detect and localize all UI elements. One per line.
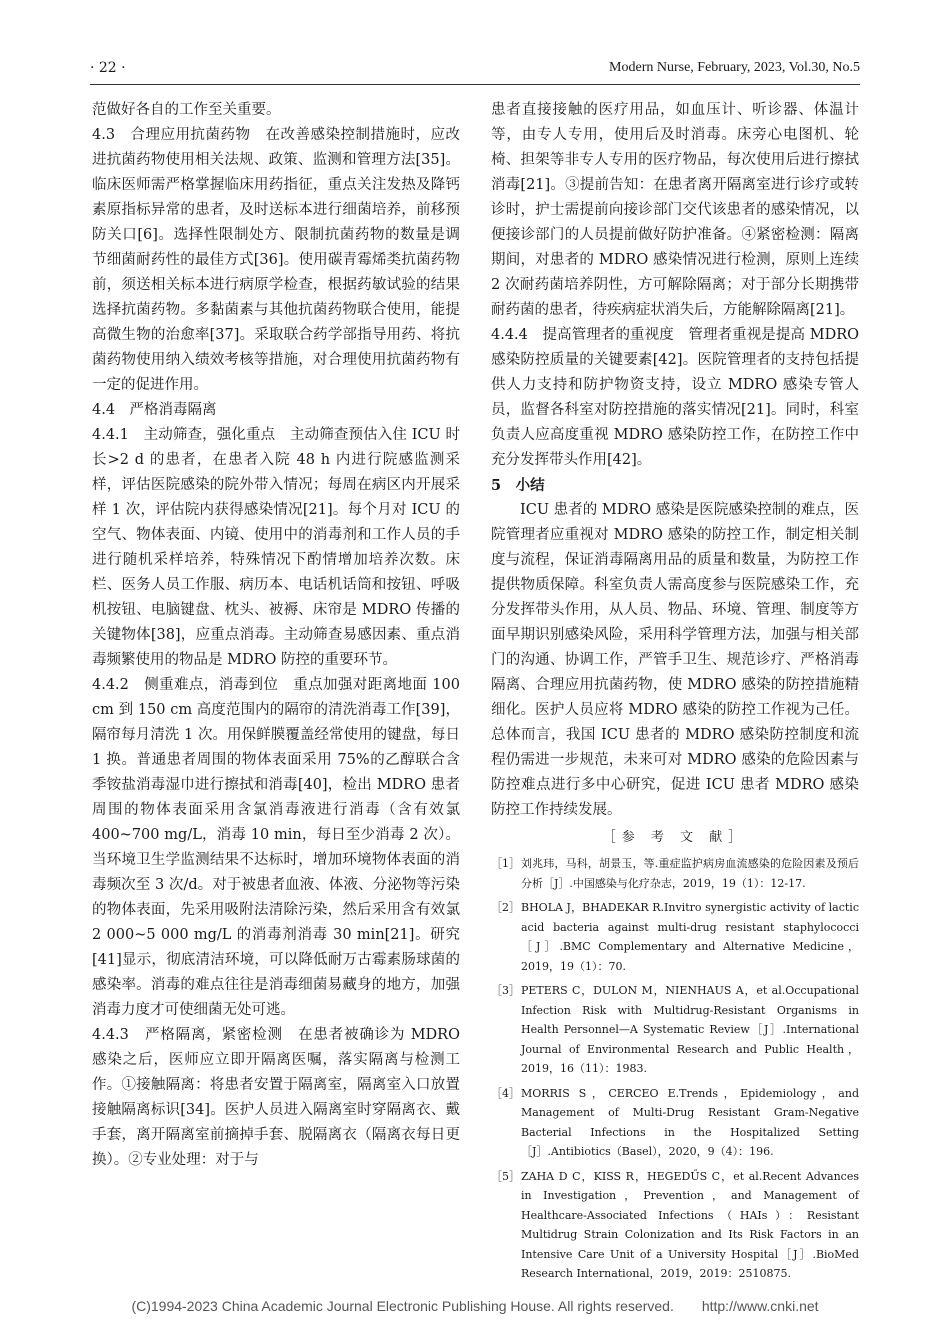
paragraph-continued: 范做好各自的工作至关重要。 [92, 102, 281, 118]
reference-item [491, 1084, 859, 1162]
copyright-footer: (C)1994-2023 China Academic Journal Electronic Publishing House. All rights reserved. http://www.cnki.net [131, 1298, 819, 1314]
heading-4-4-1: 4.4.1 主动筛查，强化重点 [92, 427, 276, 443]
reference-number: ［2］ [491, 901, 520, 914]
right-column [491, 98, 859, 1289]
reference-item [491, 898, 859, 976]
reference-text: MORRIS S，CERCEO E.Trends，Epidemiology，and Management of Multi-Drug Resistant Gram-Negative Bacterial Infections in the Hospitalized Setting［J］.Antibiotics（Basel），2020，9（4）：196. [521, 1086, 859, 1158]
heading-5: 5 小结 [491, 477, 545, 494]
body-4-3: 在改善感染控制措施时，应改进抗菌药物使用相关法规、政策、监测和管理方法[35]。临床医师需严格掌握临床用药指征，重点关注发热及降钙素原指标异常的患者，及时送标本进行细菌培养，前移预防关口[6]。选择性限制处方、限制抗菌药物的数量是调节细菌耐药性的最佳方式[36]。使用碳青霉烯类抗菌药物前，须送相关标本进行病原学检查，根据药敏试验的结果选择抗菌药物。多黏菌素与其他抗菌药物联合使用，能提高微生物的治愈率[37]。采取联合药学部指导用药、将抗菌药物使用纳入绩效考核等措施，对合理使用抗菌药物有一定的促进作用。 [92, 127, 461, 393]
reference-number: ［3］ [491, 984, 520, 997]
heading-4-4-2: 4.4.2 侧重难点，消毒到位 [92, 677, 279, 693]
section-4-4-1 [92, 423, 460, 673]
references-title: ［参 考 文 献］ [602, 830, 748, 845]
reference-number: ［5］ [491, 1169, 520, 1183]
heading-4-4-4: 4.4.4 提高管理者的重视度 [491, 327, 674, 343]
reference-text: ZAHA D C，KISS R，HEGEDŰS C，et al.Recent Advances in Investigation，Prevention，and Management of Healthcare-Associated Infections（HAIs）：Resistant Multidrug Strain Colonization and Its Risk Factors in an Intensive Care Unit of a University Hospital［J］.BioMed Research International，2019，2019：2510875. [521, 1169, 859, 1280]
page-number: · 22 · [90, 60, 126, 76]
body-4-4-2: 重点加强对距离地面 100 cm 到 150 cm 高度范围内的隔帘的清洗消毒工作[39]，隔帘每月清洗 1 次。用保鲜膜覆盖经常使用的键盘，每日 1 换。普通患者周围的物体表面采用 75%的乙醇联合含季铵盐消毒湿巾进行擦拭和消毒[40]，检出 MDRO 患者周围的物体表面采用含氯消毒液进行消毒（含有效氯 400~700 mg/L，消毒 10 min，每日至少消毒 2 次）。当环境卫生学监测结果不达标时，增加环境物体表面的消毒频次至 3 次/d。对于被患者血液、体液、分泌物等污染的物体表面，先采用吸附法清除污染，然后采用含有效氯 2 000~5 000 mg/L 的消毒剂消毒 30 min[21]。研究[41]显示，彻底清洁环境，可以降低耐万古霉素肠球菌的感染率。消毒的难点往往是消毒细菌易藏身的地方，加强消毒力度才可使细菌无处可逃。 [92, 677, 460, 1018]
header-rule [90, 84, 860, 85]
reference-item [491, 981, 859, 1079]
body-5: ICU 患者的 MDRO 感染是医院感染控制的难点，医院管理者应重视对 MDRO 感染的防控工作，制定相关制度与流程，保证消毒隔离用品的质量和数量，为防控工作提供物质保障。科室负责人需高度参与医院感染工作，充分发挥带头作用，从人员、物品、环境、管理、制度等方面早期识别感染风险，采用科学管理方法，加强与相关部门的沟通、协调工作，严管手卫生、规范诊疗、严格消毒隔离、合理应用抗菌药物，使 MDRO 感染的防控措施精细化。医护人员应将 MDRO 感染的防控工作视为己任。总体而言，我国 ICU 患者的 MDRO 感染防控制度和流程仍需进一步规范，未来可对 MDRO 感染的危险因素与防控难点进行多中心研究，促进 ICU 患者 MDRO 感染防控工作持续发展。 [491, 502, 859, 818]
reference-text: PETERS C，DULON M，NIENHAUS A，et al.Occupational Infection Risk with Multidrug-Resistant Organisms in Health Personnel—A Systematic Review［J］.International Journal of Environmental Research and Public Health，2019，16（11）：1983. [521, 984, 859, 1075]
heading-4-4-3: 4.4.3 严格隔离，紧密检测 [92, 1027, 283, 1043]
body-4-4-1: 主动筛查预估入住 ICU 时长>2 d 的患者，在患者入院 48 h 内进行院感监测采样，评估医院感染的院外带入情况；每周在病区内开展采样 1 次，评估院内获得感染情况[21]。每个月对 ICU 的空气、物体表面、内镜、使用中的消毒剂和工作人员的手进行随机采样培养，特殊情况下酌情增加培养次数。床栏、医务人员工作服、病历本、电话机话筒和按钮、呼吸机按钮、电脑键盘、枕头、被褥、床帘是 MDRO 传播的关键物体[38]，应重点消毒。主动筛查易感因素、重点消毒频繁使用的物品是 MDRO 防控的重要环节。 [92, 427, 460, 668]
reference-text: BHOLA J，BHADEKAR R.Invitro synergistic activity of lactic acid bacteria against multi-drug resistant staphylococci［J］.BMC Complementary and Alternative Medicine，2019，19（1）：70. [521, 901, 859, 973]
journal-info: Modern Nurse, February, 2023, Vol.30, No.5 [609, 60, 860, 75]
heading-4-3: 4.3 合理应用抗菌药物 [92, 127, 251, 143]
body-4-4-3: 在患者被确诊为 MDRO 感染之后，医师应立即开隔离医嘱，落实隔离与检测工作。①接触隔离：将患者安置于隔离室，隔离室入口放置接触隔离标识[34]。医护人员进入隔离室时穿隔离衣、戴手套，离开隔离室前摘掉手套、脱隔离衣（隔离衣每日更换）。②专业处理：对于与 [92, 1027, 460, 1168]
running-header [90, 60, 860, 82]
reference-number: ［4］ [491, 1086, 520, 1100]
section-4-3 [92, 123, 460, 398]
section-4-4-2 [92, 673, 460, 1023]
reference-item [491, 1167, 859, 1284]
section-4-4-3 [92, 1023, 460, 1173]
reference-number: ［1］ [491, 857, 520, 870]
paragraph-continued-right: 患者直接接触的医疗用品，如血压计、听诊器、体温计等，由专人专用，使用后及时消毒。床旁心电图机、轮椅、担架等非专人专用的医疗物品，每次使用后进行擦拭消毒[21]。③提前告知：在患者离开隔离室进行诊疗或转诊时，护士需提前向接诊部门交代该患者的感染情况，以便接诊部门的人员提前做好防护准备。④紧密检测：隔离期间，对患者的 MDRO 感染情况进行检测，原则上连续 2 次耐药菌培养阴性，方可解除隔离；对于部分长期携带耐药菌的患者，待疾病症状消失后，方能解除隔离[21]。 [491, 102, 859, 318]
reference-list [491, 854, 859, 1284]
heading-4-4: 4.4 严格消毒隔离 [92, 402, 217, 418]
reference-item [491, 854, 859, 893]
body-4-4-4: 管理者重视是提高 MDRO 感染防控质量的关键要素[42]。医院管理者的支持包括提供人力支持和防护物资支持，设立 MDRO 感染专管人员，监督各科室对防控措施的落实情况[21]。同时，科室负责人应高度重视 MDRO 感染防控工作，在防控工作中充分发挥带头作用[42]。 [491, 327, 859, 468]
reference-text: 刘兆玮，马科，胡景玉，等.重症监护病房血流感染的危险因素及预后分析［J］.中国感染与化疗杂志，2019，19（1）：12-17. [521, 857, 859, 890]
section-4-4-4 [491, 323, 859, 473]
left-column [92, 98, 460, 1173]
